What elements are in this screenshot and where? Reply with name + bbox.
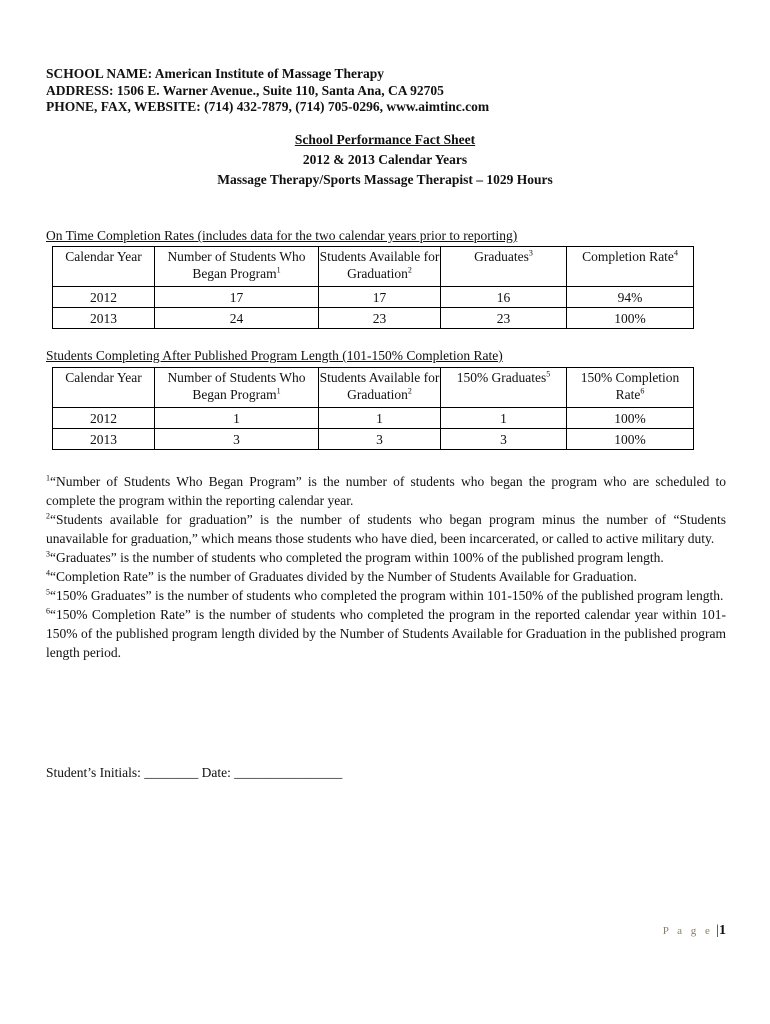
page-separator: | [716, 922, 719, 937]
footnote [46, 567, 726, 586]
footnote-text: “Number of Students Who Began Program” is the number of students who began the program who are scheduled to complete the program within the reporting calendar year. [46, 474, 726, 508]
column-header-label: Number of Students Who Began Program [167, 370, 306, 402]
table-cell: 94% [567, 287, 694, 308]
footnote-ref: 1 [276, 265, 281, 275]
school-contact: PHONE, FAX, WEBSITE: (714) 432-7879, (714) 705-0296, www.aimtinc.com [46, 99, 490, 114]
table-cell: 100% [567, 429, 694, 450]
school-info [46, 66, 489, 116]
column-header-label: 150% Completion Rate [580, 370, 680, 402]
table-cell: 2013 [53, 429, 155, 450]
table-cell: 1 [155, 408, 319, 429]
footnote-text: “150% Completion Rate” is the number of students who completed the program in the reported calendar year within 101-150% of the published program length divided by the Number of Students Available for Graduation in the published program length period. [46, 607, 726, 660]
footnote-ref: 1 [276, 386, 281, 396]
footnote-number: 1 [46, 473, 50, 483]
footnote-ref: 3 [528, 248, 533, 258]
table-cell: 2012 [53, 287, 155, 308]
table-cell: 3 [441, 429, 567, 450]
program-name: Massage Therapy/Sports Massage Therapist – 1029 Hours [217, 172, 553, 187]
column-header-label: Completion Rate [582, 249, 674, 264]
table-cell: 16 [441, 287, 567, 308]
title-block [0, 130, 770, 190]
table-cell: 2013 [53, 308, 155, 329]
footnote [46, 510, 726, 548]
table-cell: 1 [319, 408, 441, 429]
table-row [53, 308, 694, 329]
table-row [53, 408, 694, 429]
table-cell: 23 [319, 308, 441, 329]
column-header-label: Graduates [474, 249, 529, 264]
table-cell: 17 [155, 287, 319, 308]
footnote-ref: 6 [640, 386, 645, 396]
column-header-label: Students Available for Graduation [319, 249, 440, 281]
extended-section-title: Students Completing After Published Program Length (101-150% Completion Rate) [46, 348, 503, 363]
table-cell: 17 [319, 287, 441, 308]
table-cell: 2012 [53, 408, 155, 429]
column-header [319, 368, 441, 408]
column-header [441, 247, 567, 287]
table-cell: 3 [319, 429, 441, 450]
table-row [53, 287, 694, 308]
table-cell: 23 [441, 308, 567, 329]
page-footer [663, 922, 726, 939]
calendar-years: 2012 & 2013 Calendar Years [302, 152, 468, 167]
column-header-label: Number of Students Who Began Program [167, 249, 306, 281]
footnote-text: “Graduates” is the number of students who completed the program within 100% of the published program length. [50, 550, 664, 565]
on-time-section-title: On Time Completion Rates (includes data for the two calendar years prior to reporting) [46, 228, 518, 243]
column-header [441, 368, 567, 408]
on-time-completion-table [52, 246, 694, 329]
column-header [567, 247, 694, 287]
column-header-label: Calendar Year [65, 370, 142, 385]
school-address: ADDRESS: 1506 E. Warner Avenue., Suite 110, Santa Ana, CA 92705 [46, 82, 444, 98]
footnote-number: 2 [46, 511, 50, 521]
footnote-ref: 2 [407, 386, 412, 396]
column-header [319, 247, 441, 287]
column-header-label: Students Available for Graduation [319, 370, 440, 402]
extended-completion-table [52, 367, 694, 450]
school-name: SCHOOL NAME: American Institute of Massage Therapy [46, 66, 384, 81]
column-header [155, 247, 319, 287]
column-header [155, 368, 319, 408]
footnote-number: 5 [46, 587, 50, 597]
table-header-row [53, 368, 694, 408]
footnote [46, 605, 726, 662]
table-row [53, 429, 694, 450]
table-cell: 3 [155, 429, 319, 450]
page-label: P a g e [662, 925, 713, 937]
footnote-ref: 4 [673, 248, 678, 258]
footnotes [46, 472, 726, 662]
table-cell: 24 [155, 308, 319, 329]
table-cell: 100% [567, 408, 694, 429]
footnote [46, 548, 726, 567]
footnote-text: “Completion Rate” is the number of Graduates divided by the Number of Students Available for Graduation. [50, 569, 637, 584]
footnote-text: “150% Graduates” is the number of students who completed the program within 101-150% of the published program length. [50, 588, 724, 603]
table-cell: 100% [567, 308, 694, 329]
column-header [567, 368, 694, 408]
column-header [53, 368, 155, 408]
table-header-row [53, 247, 694, 287]
footnote-ref: 2 [407, 265, 412, 275]
footnote [46, 586, 726, 605]
footnote-ref: 5 [546, 369, 551, 379]
footnote-text: “Students available for graduation” is the number of students who began program minus the number of “Students unavailable for graduation,” which means those students who have died, been incarcerated, or called to active military duty. [46, 512, 726, 546]
document-title: School Performance Fact Sheet [294, 132, 476, 147]
footnote-number: 6 [46, 606, 50, 616]
footnote-number: 4 [46, 568, 50, 578]
footnote-number: 3 [46, 549, 50, 559]
column-header-label: Calendar Year [65, 249, 142, 264]
table-cell: 1 [441, 408, 567, 429]
column-header-label: 150% Graduates [456, 370, 547, 385]
column-header [53, 247, 155, 287]
student-initials-date-line: Student’s Initials: ________ Date: ________________ [46, 765, 343, 780]
footnote [46, 472, 726, 510]
page-number: 1 [719, 923, 726, 938]
